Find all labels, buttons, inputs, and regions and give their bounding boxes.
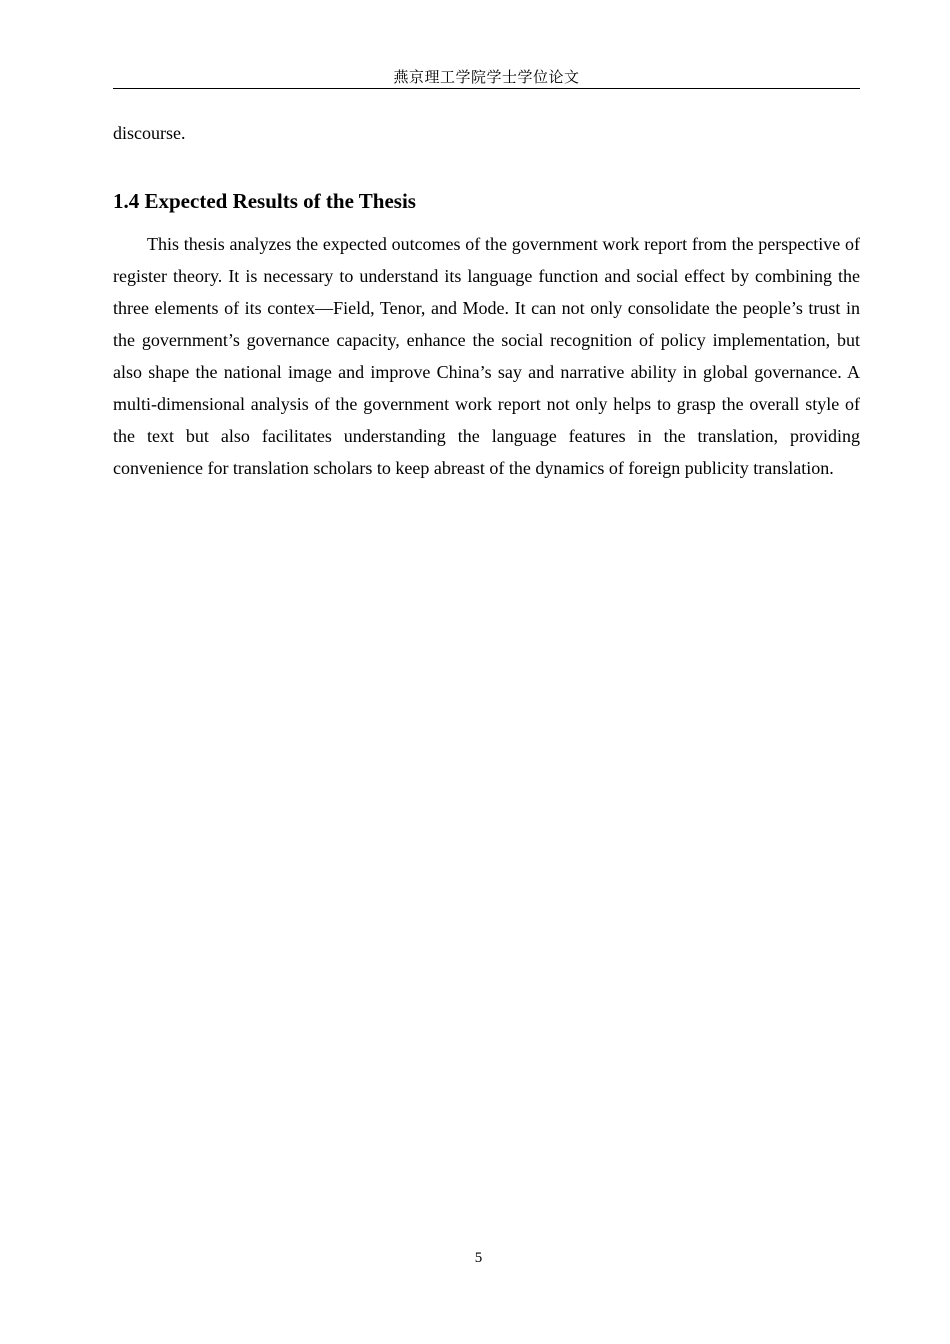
header-rule <box>113 88 860 89</box>
continuation-text: discourse. <box>113 123 186 143</box>
running-header: 燕京理工学院学士学位论文 <box>393 68 580 86</box>
section-heading: 1.4 Expected Results of the Thesis <box>113 189 416 213</box>
body-paragraph: This thesis analyzes the expected outcomes of the government work report from the perspective of register theory. It is necessary to understand its language function and social effect by combining the three elements of its contex—Field, Tenor, and Mode. It can not only consolidate the people’s trust in the government’s governance capacity, enhance the social recognition of policy implementation, but also shape the national image and improve China’s say and narrative ability in global governance. A multi-dimensional analysis of the government work report not only helps to grasp the overall style of the text but also facilitates understanding the language features in the translation, providing convenience for translation scholars to keep abreast of the dynamics of foreign publicity translation. <box>113 234 860 478</box>
page-number: 5 <box>474 1250 483 1266</box>
